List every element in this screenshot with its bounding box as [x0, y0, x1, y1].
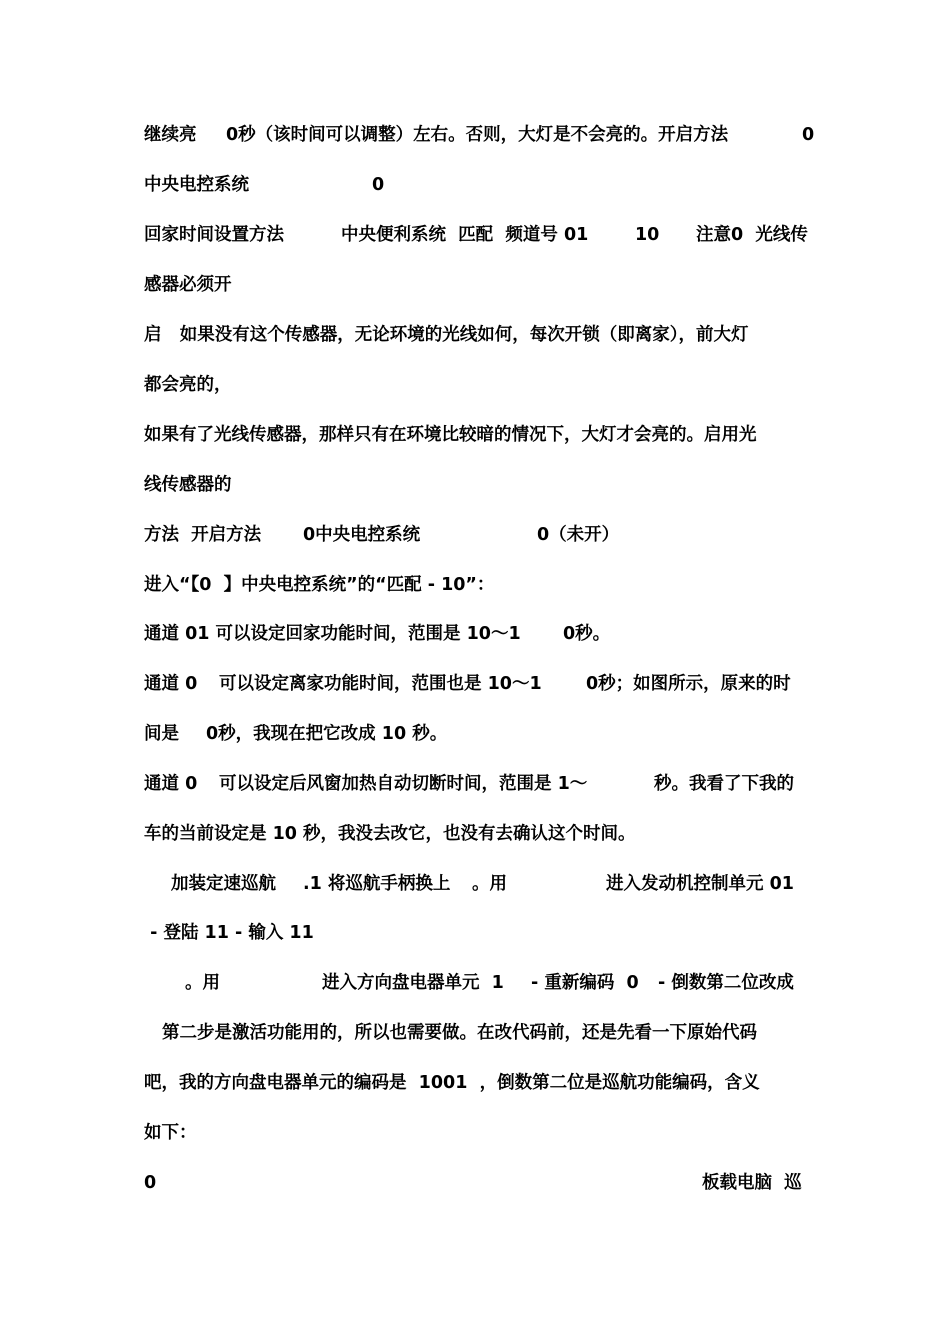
text-line: 进入发动机控制单元 01: [606, 874, 794, 894]
text-line: 秒。我看了下我的: [654, 774, 794, 794]
text-line: 。用: [185, 973, 220, 993]
text-line: 中央电控系统: [144, 175, 249, 195]
text-line: 启 如果没有这个传感器，无论环境的光线如何，每次开锁（即离家），前大灯: [144, 325, 749, 345]
text-line: 板载电脑 巡: [702, 1173, 802, 1193]
text-line: 0: [144, 1173, 157, 1193]
text-line: 通道 0: [144, 774, 198, 794]
text-line: 0: [802, 125, 815, 145]
text-line: - 重新编码 0: [531, 973, 639, 993]
text-line: 回家时间设置方法: [144, 225, 284, 245]
text-line: 通道 0: [144, 674, 198, 694]
text-line: 0: [372, 175, 385, 195]
text-line: 0秒。: [563, 624, 611, 644]
text-line: - 登陆 11 - 输入 11: [144, 923, 314, 943]
text-line: 中央便利系统 匹配 频道号 01: [341, 225, 589, 245]
text-line: 0秒，我现在把它改成 10 秒。: [206, 724, 448, 744]
text-line: 0秒；如图所示，原来的时: [586, 674, 791, 694]
text-line: 通道 01 可以设定回家功能时间，范围是 10～1: [144, 624, 521, 644]
text-line: 可以设定离家功能时间，范围也是 10～1: [219, 674, 542, 694]
text-line: 加装定速巡航: [171, 874, 276, 894]
text-line: 感器必须开: [144, 275, 232, 295]
text-line: 。用: [472, 874, 507, 894]
text-line: 间是: [144, 724, 179, 744]
text-line: 如下：: [144, 1123, 197, 1143]
text-line: 0中央电控系统: [303, 525, 421, 545]
text-line: 进入“【0 】中央电控系统”的“匹配 - 10”：: [144, 575, 495, 595]
text-line: 车的当前设定是 10 秒，我没去改它，也没有去确认这个时间。: [144, 824, 636, 844]
text-line: 线传感器的: [144, 475, 232, 495]
text-line: 进入方向盘电器单元 1: [322, 973, 504, 993]
text-line: 0秒（该时间可以调整）左右。否则，大灯是不会亮的。开启方法: [226, 125, 729, 145]
text-line: 都会亮的，: [144, 375, 232, 395]
text-line: 可以设定后风窗加热自动切断时间，范围是 1～: [219, 774, 588, 794]
text-line: 如果有了光线传感器，那样只有在环境比较暗的情况下，大灯才会亮的。启用光: [144, 425, 757, 445]
text-line: 10: [635, 225, 660, 245]
text-line: 吧，我的方向盘电器单元的编码是 1001 ，倒数第二位是巡航功能编码，含义: [144, 1073, 760, 1093]
text-line: .1 将巡航手柄换上: [303, 874, 451, 894]
text-line: 继续亮: [144, 125, 197, 145]
text-line: 注意0 光线传: [696, 225, 808, 245]
text-line: 0（未开）: [537, 525, 620, 545]
text-line: 方法 开启方法: [144, 525, 262, 545]
text-line: 第二步是激活功能用的，所以也需要做。在改代码前，还是先看一下原始代码: [162, 1023, 757, 1043]
text-line: - 倒数第二位改成: [658, 973, 794, 993]
